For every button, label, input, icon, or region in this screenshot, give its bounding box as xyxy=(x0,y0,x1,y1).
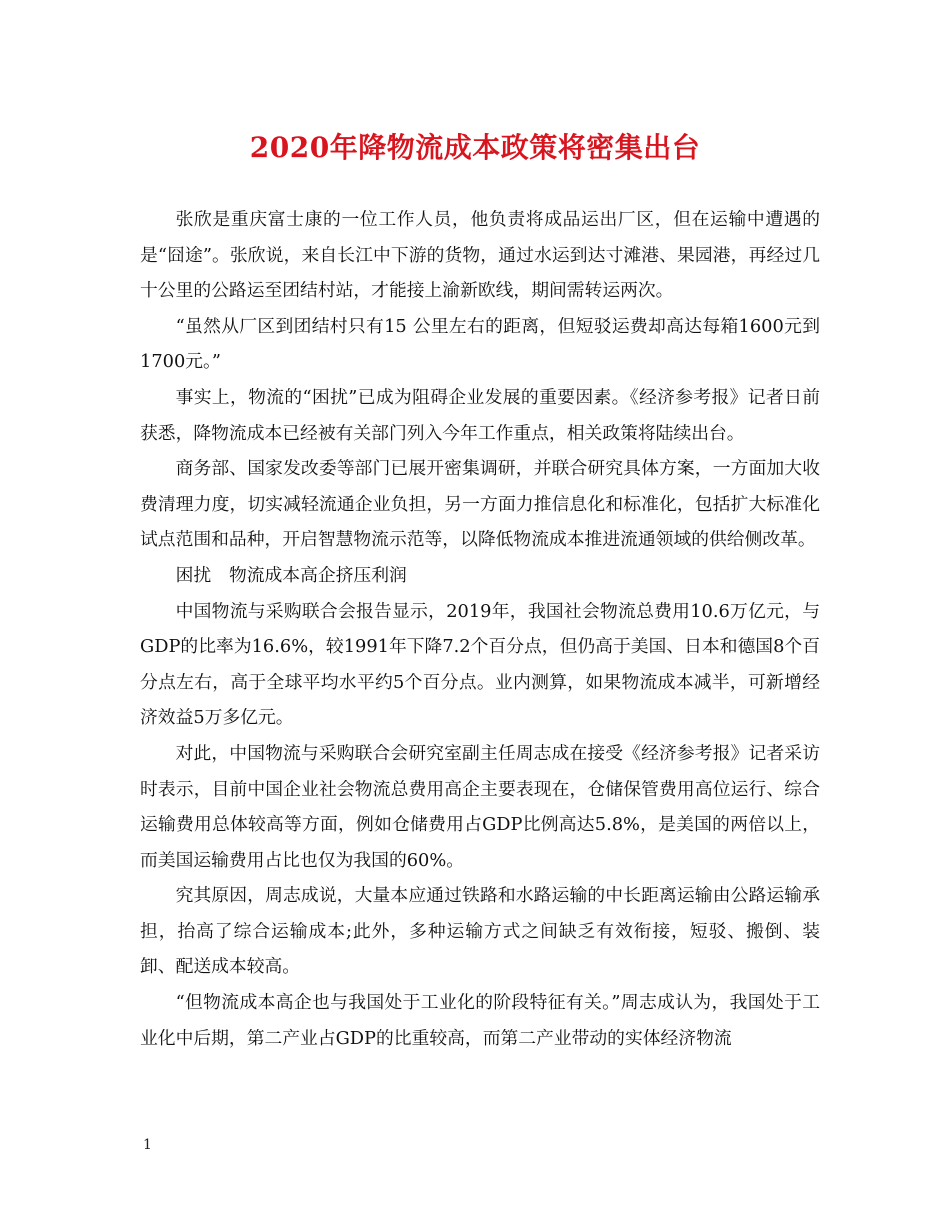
article-body xyxy=(140,202,820,1056)
page-number: 1 xyxy=(143,1137,152,1153)
section-heading: 困扰 物流成本高企挤压利润 xyxy=(175,564,407,586)
paragraph: “但物流成本高企也与我国处于工业化的阶段特征有关。”周志成认为，我国处于工业化中后期，第二产业占GDP的比重较高，而第二产业带动的实体经济物流 xyxy=(140,992,820,1049)
paragraph: 中国物流与采购联合会报告显示，2019年，我国社会物流总费用10.6万亿元，与GDP的比率为16.6%，较1991年下降7.2个百分点，但仍高于美国、日本和德国8个百分点左右，高于全球平均水平约5个百分点。业内测算，如果物流成本减半，可新增经济效益5万多亿元。 xyxy=(140,600,820,729)
paragraph: 究其原因，周志成说，大量本应通过铁路和水路运输的中长距离运输由公路运输承担，抬高了综合运输成本;此外，多种运输方式之间缺乏有效衔接，短驳、搬倒、装卸、配送成本较高。 xyxy=(140,885,820,978)
page-title: 2020年降物流成本政策将密集出台 xyxy=(249,131,701,164)
paragraph: 张欣是重庆富士康的一位工作人员，他负责将成品运出厂区，但在运输中遭遇的是“囧途”。张欣说，来自长江中下游的货物，通过水运到达寸滩港、果园港，再经过几十公里的公路运至团结村站，才能接上渝新欧线，期间需转运两次。 xyxy=(140,209,820,302)
paragraph: 对此，中国物流与采购联合会研究室副主任周志成在接受《经济参考报》记者采访时表示，目前中国企业社会物流总费用高企主要表现在，仓储保管费用高位运行、综合运输费用总体较高等方面，例如仓储费用占GDP比例高达5.8%，是美国的两倍以上，而美国运输费用占比也仅为我国的60%。 xyxy=(140,742,820,871)
paragraph: “虽然从厂区到团结村只有15 公里左右的距离，但短驳运费却高达每箱1600元到1700元。” xyxy=(140,315,820,373)
paragraph: 商务部、国家发改委等部门已展开密集调研，并联合研究具体方案，一方面加大收费清理力度，切实减轻流通企业负担，另一方面力推信息化和标准化，包括扩大标准化试点范围和品种，开启智慧物流示范等，以降低物流成本推进流通领域的供给侧改革。 xyxy=(140,458,820,551)
paragraph: 事实上，物流的“困扰”已成为阻碍企业发展的重要因素。《经济参考报》记者日前获悉，降物流成本已经被有关部门列入今年工作重点，相关政策将陆续出台。 xyxy=(140,386,820,444)
